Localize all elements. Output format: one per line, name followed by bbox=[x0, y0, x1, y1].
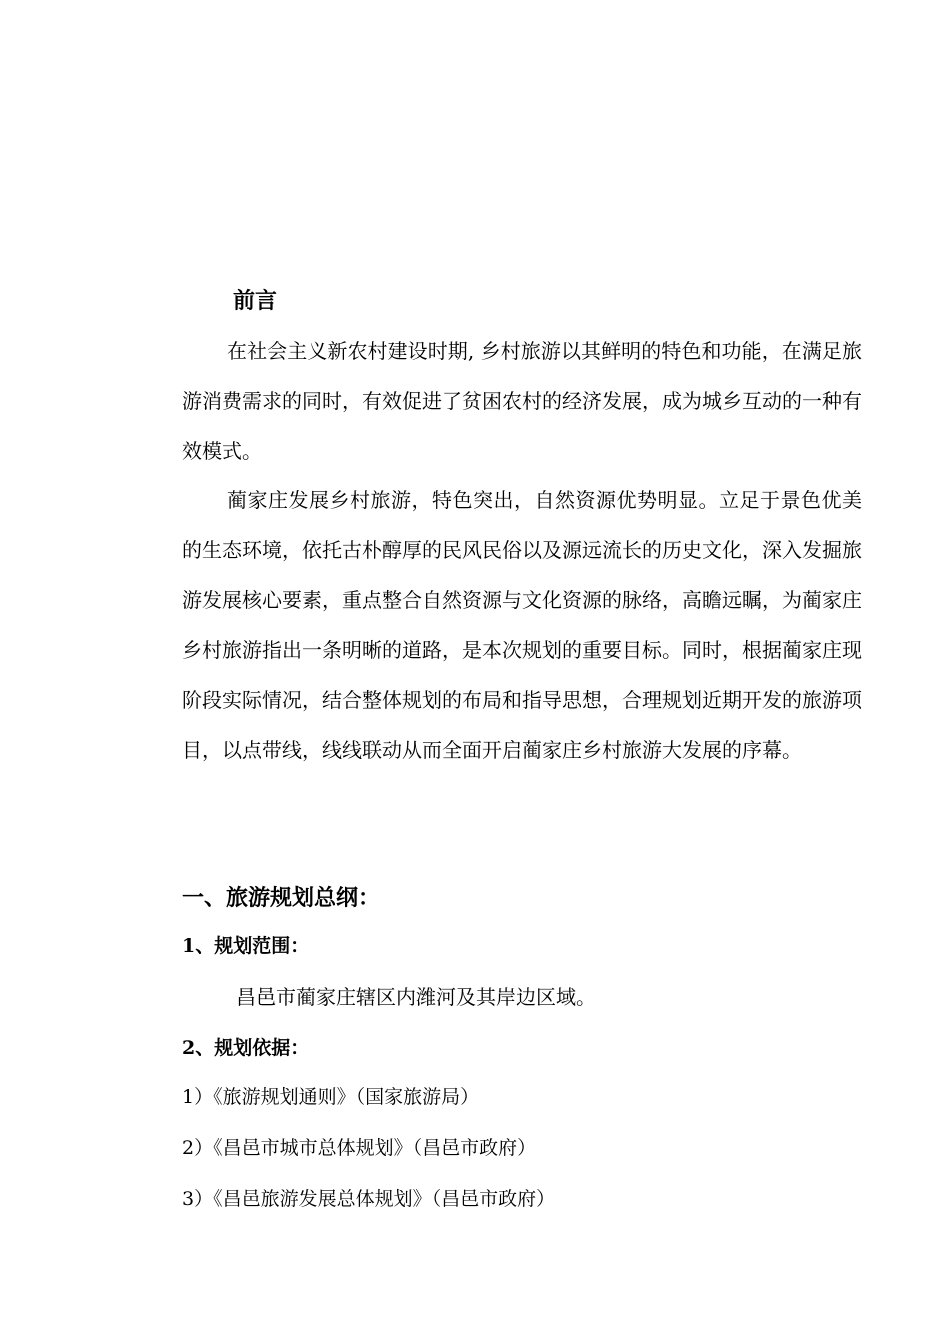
subsection-title-basis: 2、规划依据： bbox=[182, 1037, 310, 1059]
basis-item: 3）《昌邑旅游发展总体规划》（昌邑市政府） bbox=[182, 1188, 556, 1210]
section-title-general-outline: 一、旅游规划总纲： bbox=[182, 885, 381, 911]
scope-text: 昌邑市蔺家庄辖区内潍河及其岸边区域。 bbox=[236, 985, 596, 1009]
preface-paragraph-2: 蔺家庄发展乡村旅游，特色突出，自然资源优势明显。立足于景色优美的生态环境，依托古朴醇厚的民风民俗以及源远流长的历史文化，深入发掘旅游发展核心要素，重点整合自然资源与文化资源的脉络，高瞻远瞩，为蔺家庄乡村旅游指出一条明晰的道路，是本次规划的重要目标。同时，根据蔺家庄现阶段实际情况，结合整体规划的布局和指导思想，合理规划近期开发的旅游项目，以点带线，线线联动从而全面开启蔺家庄乡村旅游大发展的序幕。 bbox=[182, 488, 862, 762]
basis-list bbox=[182, 1080, 555, 1233]
subsection-title-scope: 1、规划范围： bbox=[182, 935, 310, 957]
preface-paragraph-1: 在社会主义新农村建设时期, 乡村旅游以其鲜明的特色和功能，在满足旅游消费需求的同时，有效促进了贫困农村的经济发展，成为城乡互动的一种有效模式。 bbox=[182, 339, 862, 463]
preface-title: 前言 bbox=[233, 288, 278, 314]
basis-item: 1）《旅游规划通则》（国家旅游局） bbox=[182, 1086, 480, 1108]
basis-item: 2）《昌邑市城市总体规划》（昌邑市政府） bbox=[182, 1137, 537, 1159]
